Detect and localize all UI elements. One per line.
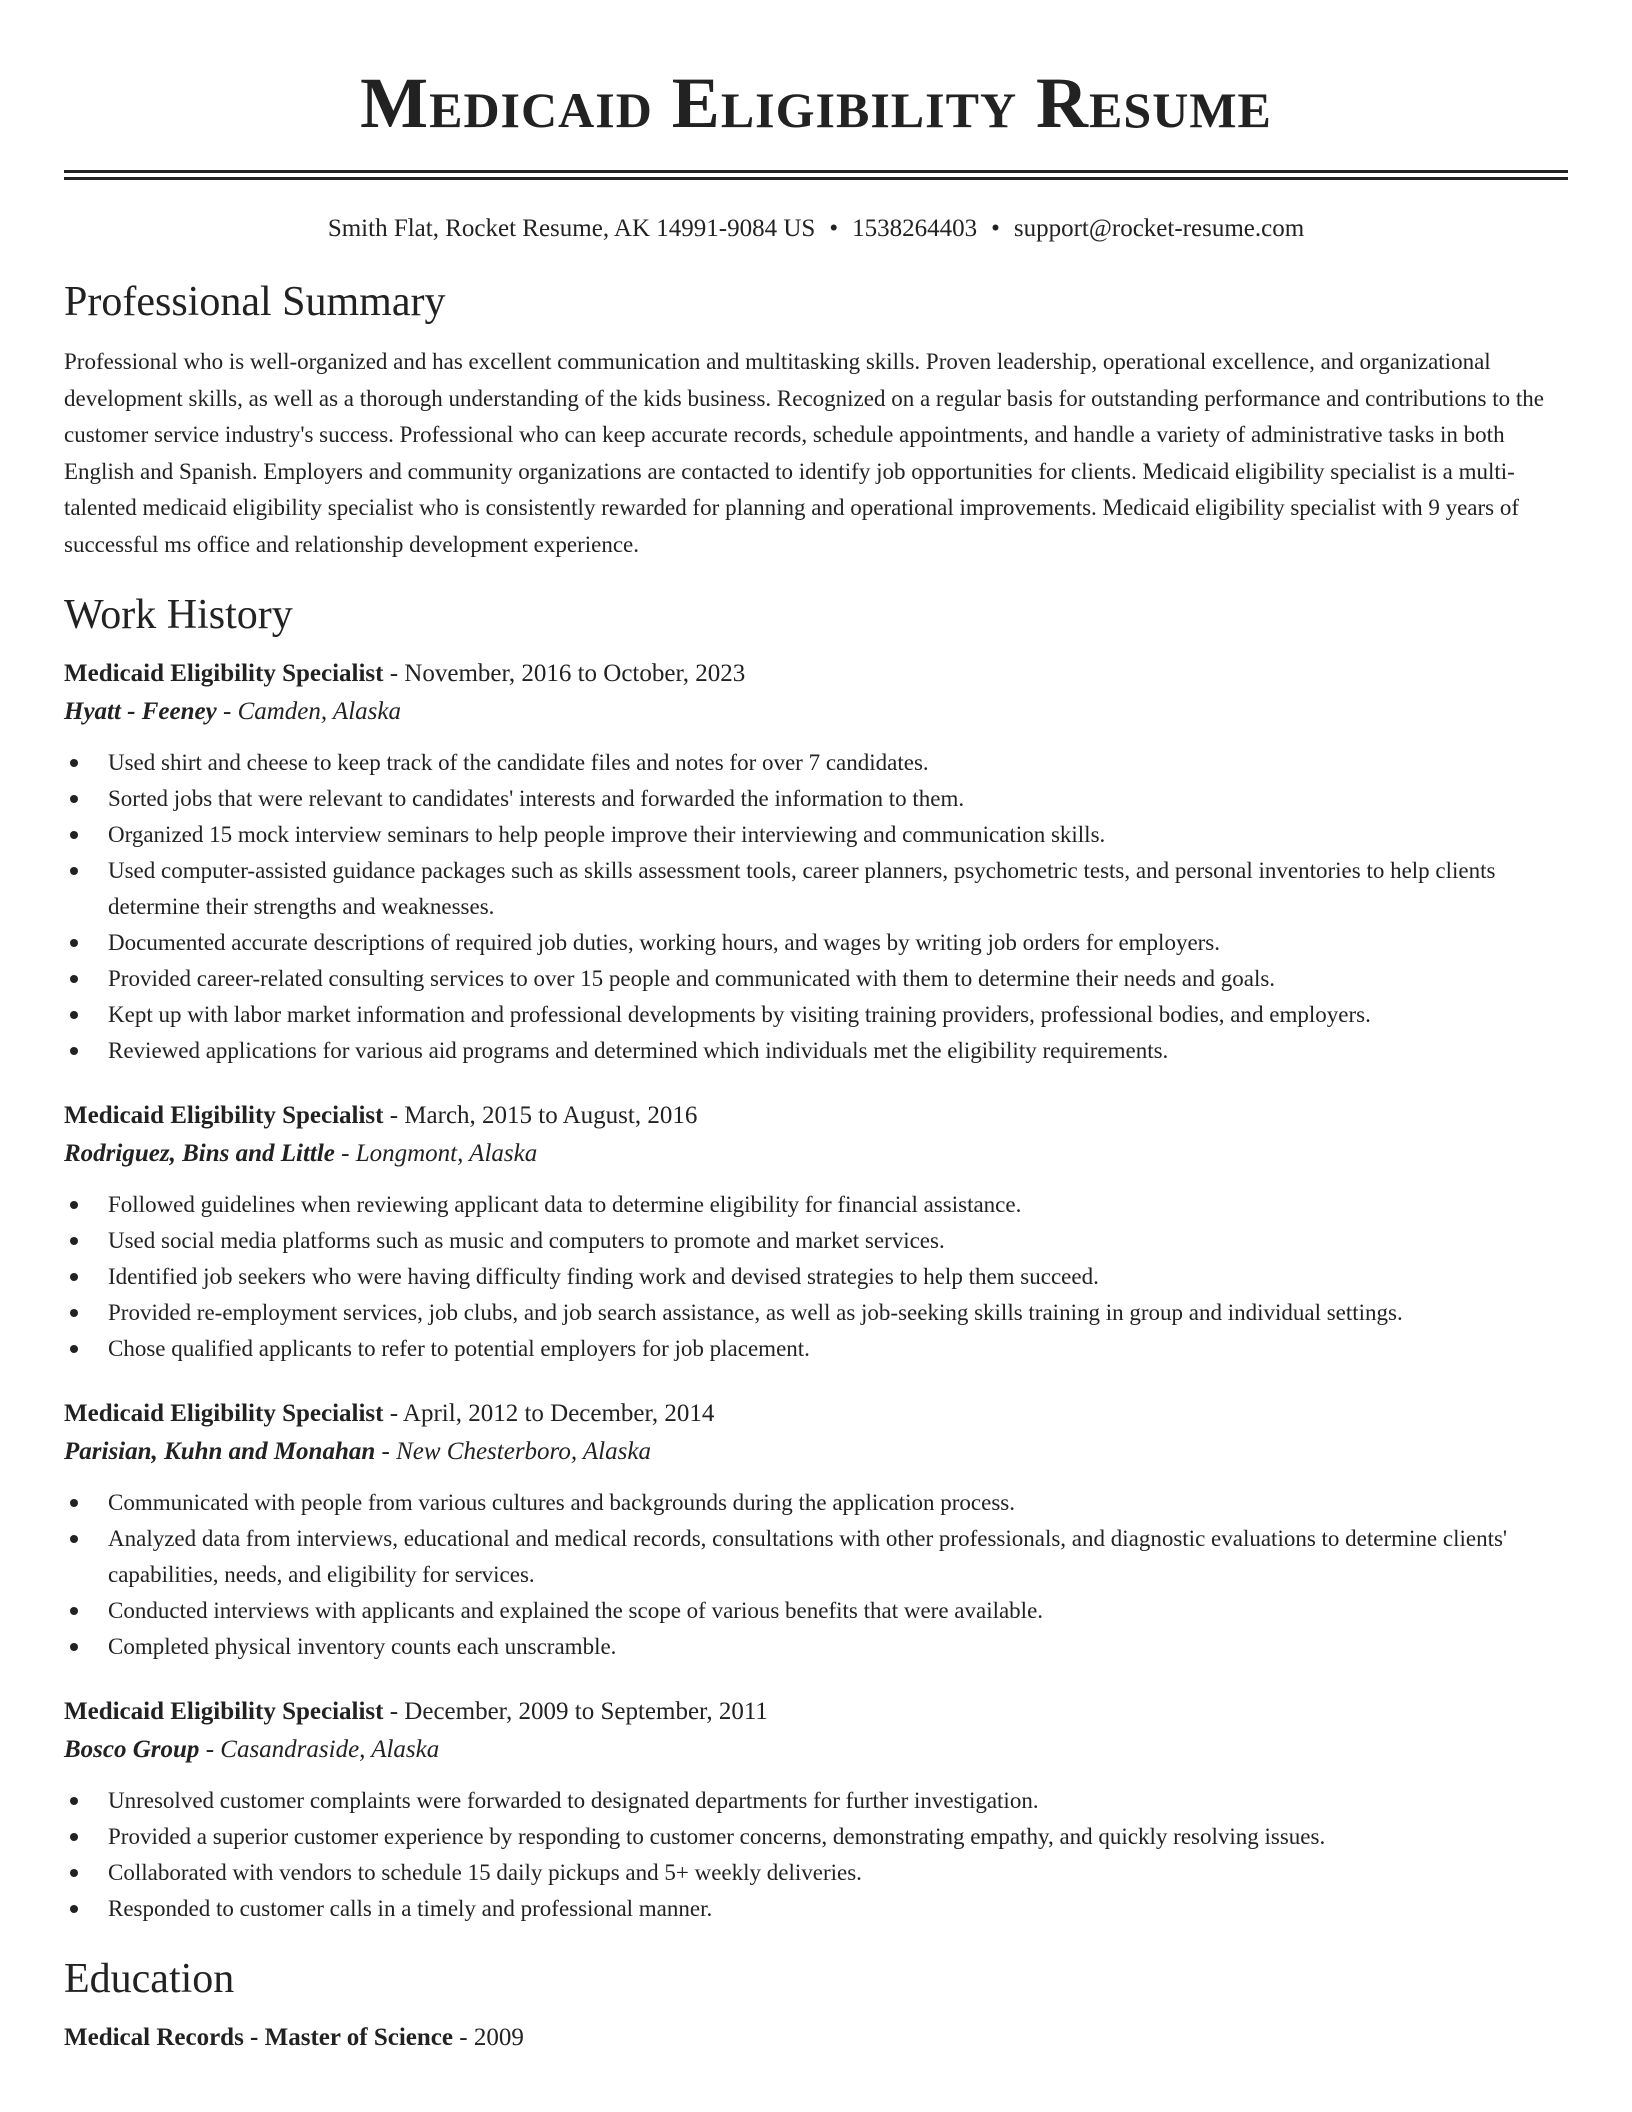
- job-dash: -: [334, 1140, 356, 1167]
- bullet-text: Documented accurate descriptions of required job duties, working hours, and wages by writing job orders for employers.: [108, 930, 1221, 955]
- job-dash: -: [383, 1400, 403, 1427]
- list-item: [108, 1855, 1568, 1891]
- list-item: [108, 1187, 1568, 1223]
- job-location: New Chesterboro, Alaska: [396, 1438, 651, 1465]
- job-title: Medicaid Eligibility Specialist: [64, 1698, 384, 1725]
- list-item: [108, 1331, 1568, 1367]
- bullet-text: Completed physical inventory counts each unscramble.: [108, 1634, 617, 1659]
- bullet-text: Identified job seekers who were having difficulty finding work and devised strategies to help them succeed.: [108, 1264, 1099, 1289]
- list-item: [108, 1593, 1568, 1629]
- list-item: [108, 1223, 1568, 1259]
- page-title: Medicaid Eligibility Resume: [360, 63, 1272, 143]
- job-title-line: [64, 1395, 1568, 1433]
- bullet-text: Unresolved customer complaints were forwarded to designated departments for further investigation.: [108, 1788, 1039, 1813]
- contact-separator: •: [991, 215, 1000, 242]
- bullet-dot-icon: [70, 939, 78, 947]
- job-title: Medicaid Eligibility Specialist: [64, 1400, 384, 1427]
- list-item: [108, 1295, 1568, 1331]
- contact-email[interactable]: support@rocket-resume.com: [1013, 215, 1305, 242]
- education-year: 2009: [473, 2024, 524, 2051]
- job-dash: -: [383, 1698, 405, 1725]
- job-company: Parisian, Kuhn and Monahan: [64, 1438, 376, 1465]
- bullet-text: Provided a superior customer experience by responding to customer concerns, demonstrating empathy, and quickly resolving issues.: [108, 1824, 1326, 1849]
- list-item: [108, 1629, 1568, 1665]
- job-company-line: [64, 1433, 1568, 1471]
- bullet-text: Organized 15 mock interview seminars to help people improve their interviewing and communication skills.: [108, 822, 1106, 847]
- job-bullet-list: [64, 1783, 1568, 1927]
- job-company-line: [64, 693, 1568, 731]
- bullet-text: Used social media platforms such as music and computers to promote and market services.: [108, 1228, 945, 1253]
- bullet-dot-icon: [70, 1273, 78, 1281]
- job-dash: -: [216, 698, 238, 725]
- job-dash: -: [383, 1102, 405, 1129]
- job-location: Camden, Alaska: [237, 698, 401, 725]
- bullet-text: Conducted interviews with applicants and explained the scope of various benefits that were available.: [108, 1598, 1044, 1623]
- list-item: [108, 1521, 1568, 1593]
- job-company-line: [64, 1135, 1568, 1173]
- list-item: [108, 1259, 1568, 1295]
- job-title: Medicaid Eligibility Specialist: [64, 660, 384, 687]
- list-item: [108, 745, 1568, 781]
- bullet-dot-icon: [70, 1011, 78, 1019]
- summary-heading: Professional Summary: [64, 279, 446, 325]
- job-dates: November, 2016 to October, 2023: [404, 660, 746, 687]
- bullet-dot-icon: [70, 867, 78, 875]
- education-entry: [64, 2019, 1568, 2057]
- job-location: Longmont, Alaska: [355, 1140, 538, 1167]
- bullet-dot-icon: [70, 1905, 78, 1913]
- job-company: Rodriguez, Bins and Little: [64, 1140, 335, 1167]
- bullet-dot-icon: [70, 1047, 78, 1055]
- list-item: [108, 925, 1568, 961]
- list-item: [108, 961, 1568, 997]
- work-history-list: [64, 655, 1568, 1927]
- bullet-text: Communicated with people from various cultures and backgrounds during the application process.: [108, 1490, 1015, 1515]
- job-dash: -: [199, 1736, 221, 1763]
- bullet-text: Used shirt and cheese to keep track of the candidate files and notes for over 7 candidates.: [108, 750, 929, 775]
- job-company-line: [64, 1731, 1568, 1769]
- list-item: [108, 1485, 1568, 1521]
- job-entry: [64, 1395, 1568, 1665]
- bullet-text: Responded to customer calls in a timely and professional manner.: [108, 1896, 713, 1921]
- job-dates: April, 2012 to December, 2014: [402, 1400, 715, 1427]
- bullet-dot-icon: [70, 1869, 78, 1877]
- summary-text: Professional who is well-organized and has excellent communication and multitasking skills. Proven leadership, operational excellence, and organizational development skills, as well as a thorough understanding of the kids business. Recognized on a regular basis for outstanding performance and contributions to the customer service industry's success. Professional who can keep accurate records, schedule appointments, and handle a variety of administrative tasks in both English and Spanish. Employers and community organizations are contacted to identify job opportunities for clients. Medicaid eligibility specialist is a multi-talented medicaid eligibility specialist who is consistently rewarded for planning and operational improvements. Medicaid eligibility specialist with 9 years of successful ms office and relationship development experience.: [64, 349, 1544, 557]
- job-dates: December, 2009 to September, 2011: [404, 1698, 768, 1725]
- bullet-dot-icon: [70, 1607, 78, 1615]
- contact-line: [64, 212, 1568, 246]
- job-entry: [64, 655, 1568, 1069]
- job-dates: March, 2015 to August, 2016: [404, 1102, 698, 1129]
- job-location: Casandraside, Alaska: [220, 1736, 440, 1763]
- list-item: [108, 817, 1568, 853]
- title-double-rule: [64, 170, 1568, 180]
- education-list: [64, 2019, 1568, 2057]
- list-item: [108, 1033, 1568, 1069]
- job-entry: [64, 1097, 1568, 1367]
- job-title: Medicaid Eligibility Specialist: [64, 1102, 384, 1129]
- list-item: [108, 853, 1568, 925]
- bullet-dot-icon: [70, 831, 78, 839]
- job-title-line: [64, 1693, 1568, 1731]
- education-degree: Medical Records - Master of Science: [64, 2024, 453, 2051]
- bullet-dot-icon: [70, 975, 78, 983]
- job-bullet-list: [64, 1485, 1568, 1665]
- bullet-text: Followed guidelines when reviewing applicant data to determine eligibility for financial assistance.: [108, 1192, 1022, 1217]
- bullet-text: Kept up with labor market information and professional developments by visiting training providers, professional bodies, and employers.: [108, 1002, 1371, 1027]
- bullet-dot-icon: [70, 759, 78, 767]
- bullet-dot-icon: [70, 1833, 78, 1841]
- job-company: Hyatt - Feeney: [64, 698, 217, 725]
- job-dash: -: [375, 1438, 397, 1465]
- bullet-dot-icon: [70, 1237, 78, 1245]
- bullet-text: Provided career-related consulting services to over 15 people and communicated with them to determine their needs and goals.: [108, 966, 1276, 991]
- bullet-text: Reviewed applications for various aid programs and determined which individuals met the eligibility requirements.: [108, 1038, 1169, 1063]
- list-item: [108, 997, 1568, 1033]
- bullet-dot-icon: [70, 795, 78, 803]
- list-item: [108, 1891, 1568, 1927]
- job-bullet-list: [64, 1187, 1568, 1367]
- education-dash: -: [453, 2024, 474, 2051]
- list-item: [108, 781, 1568, 817]
- list-item: [108, 1819, 1568, 1855]
- bullet-text: Analyzed data from interviews, educational and medical records, consultations with other professionals, and diagnostic evaluations to determine clients' capabilities, needs, and eligibility for services.: [108, 1526, 1508, 1587]
- list-item: [108, 1783, 1568, 1819]
- contact-phone: 1538264403: [852, 215, 978, 242]
- bullet-text: Chose qualified applicants to refer to potential employers for job placement.: [108, 1336, 810, 1361]
- job-title-line: [64, 655, 1568, 693]
- bullet-dot-icon: [70, 1643, 78, 1651]
- work-history-heading: Work History: [64, 592, 293, 638]
- contact-address: Smith Flat, Rocket Resume, AK 14991-9084 US: [327, 215, 816, 242]
- job-dash: -: [383, 660, 405, 687]
- bullet-dot-icon: [70, 1499, 78, 1507]
- job-company: Bosco Group: [64, 1736, 200, 1763]
- bullet-text: Provided re-employment services, job clubs, and job search assistance, as well as job-seeking skills training in group and individual settings.: [108, 1300, 1403, 1325]
- education-heading: Education: [64, 1956, 235, 2002]
- bullet-dot-icon: [70, 1345, 78, 1353]
- bullet-text: Sorted jobs that were relevant to candidates' interests and forwarded the information to them.: [108, 786, 965, 811]
- bullet-text: Used computer-assisted guidance packages such as skills assessment tools, career planners, psychometric tests, and personal inventories to help clients determine their strengths and weaknesses.: [108, 858, 1496, 919]
- bullet-dot-icon: [70, 1201, 78, 1209]
- bullet-dot-icon: [70, 1309, 78, 1317]
- contact-separator: •: [829, 215, 839, 242]
- bullet-dot-icon: [70, 1797, 78, 1805]
- job-bullet-list: [64, 745, 1568, 1069]
- bullet-text: Collaborated with vendors to schedule 15 daily pickups and 5+ weekly deliveries.: [108, 1860, 862, 1885]
- bullet-dot-icon: [70, 1535, 78, 1543]
- job-entry: [64, 1693, 1568, 1927]
- job-title-line: [64, 1097, 1568, 1135]
